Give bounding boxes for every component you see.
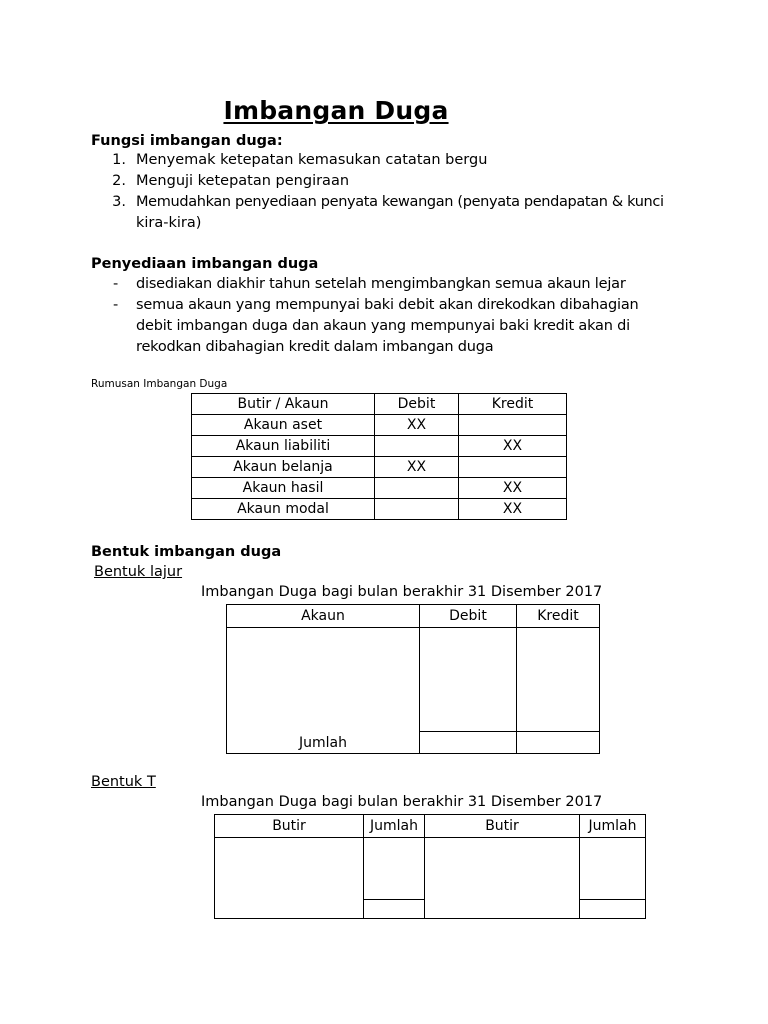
table-cell: XX [375, 457, 459, 478]
fungsi-item-1: Menyemak ketepatan kemasukan catatan bergu [136, 152, 488, 168]
fungsi-item-2: Menguji ketepatan pengiraan [136, 173, 350, 189]
column-header: Jumlah [580, 815, 646, 838]
left-jumlah-area [364, 838, 425, 900]
bentuk-t-table [214, 814, 646, 919]
table-cell [375, 478, 459, 499]
table-row [192, 499, 567, 520]
table-row [192, 457, 567, 478]
table-row [192, 415, 567, 436]
table-cell [375, 436, 459, 457]
table-cell: XX [459, 436, 567, 457]
bentuk-lajur-table [226, 604, 600, 754]
penyediaan-bullet-2-dash: - [113, 297, 119, 313]
table-cell [375, 499, 459, 520]
fungsi-item-3-number: 3. [112, 194, 126, 210]
table-cell: Akaun hasil [192, 478, 375, 499]
penyediaan-bullet-2-line-2: debit imbangan duga dan akaun yang mempunyai baki kredit akan di [136, 318, 630, 334]
column-header: Butir [425, 815, 580, 838]
fungsi-heading: Fungsi imbangan duga: [91, 133, 283, 149]
fungsi-item-3: Memudahkan penyediaan penyata kewangan (penyata pendapatan & kunci [136, 194, 664, 210]
column-header: Debit [420, 605, 517, 628]
fungsi-item-3-continuation: kira-kira) [136, 215, 202, 231]
table-row [192, 436, 567, 457]
table-cell: Akaun liabiliti [192, 436, 375, 457]
fungsi-item-2-number: 2. [112, 173, 126, 189]
table-cell [459, 415, 567, 436]
rumusan-table [191, 393, 567, 520]
penyediaan-bullet-2-line-3: rekodkan dibahagian kredit dalam imbangan duga [136, 339, 494, 355]
left-jumlah-total [364, 899, 425, 918]
column-header: Akaun [227, 605, 420, 628]
table-row [192, 478, 567, 499]
right-jumlah-area [580, 838, 646, 900]
debit-total-cell [420, 731, 517, 753]
table-cell: XX [375, 415, 459, 436]
kredit-total-cell [517, 731, 600, 753]
table-cell: Akaun belanja [192, 457, 375, 478]
table-row [215, 838, 646, 900]
right-jumlah-total [580, 899, 646, 918]
penyediaan-bullet-2-line-1: semua akaun yang mempunyai baki debit akan direkodkan dibahagian [136, 297, 639, 313]
bentuk-t-label: Bentuk T [91, 774, 156, 790]
table-cell: Akaun modal [192, 499, 375, 520]
total-label-cell [227, 628, 420, 754]
total-label: Jumlah [299, 735, 347, 751]
penyediaan-heading: Penyediaan imbangan duga [91, 256, 319, 272]
bentuk-lajur-label: Bentuk lajur [94, 564, 183, 580]
column-header: Butir / Akaun [192, 394, 375, 415]
fungsi-item-1-number: 1. [112, 152, 126, 168]
kredit-entry-area [517, 628, 600, 732]
column-header: Butir [215, 815, 364, 838]
rumusan-caption: Rumusan Imbangan Duga [91, 378, 228, 390]
table-header-row [215, 815, 646, 838]
table-header-row [227, 605, 600, 628]
table-cell: XX [459, 499, 567, 520]
penyediaan-bullet-1: disediakan diakhir tahun setelah mengimbangkan semua akaun lejar [136, 276, 626, 292]
column-header: Jumlah [364, 815, 425, 838]
table-cell [459, 457, 567, 478]
debit-entry-area [420, 628, 517, 732]
page-title: Imbangan Duga [223, 96, 449, 125]
table-header-row [192, 394, 567, 415]
bentuk-heading: Bentuk imbangan duga [91, 544, 282, 560]
column-header: Debit [375, 394, 459, 415]
column-header: Kredit [517, 605, 600, 628]
right-butir-area [425, 838, 580, 919]
column-header: Kredit [459, 394, 567, 415]
bentuk-t-caption: Imbangan Duga bagi bulan berakhir 31 Disember 2017 [201, 794, 603, 810]
table-cell: Akaun aset [192, 415, 375, 436]
table-row [227, 628, 600, 732]
left-butir-area [215, 838, 364, 919]
table-cell: XX [459, 478, 567, 499]
bentuk-lajur-caption: Imbangan Duga bagi bulan berakhir 31 Disember 2017 [201, 584, 603, 600]
penyediaan-bullet-1-dash: - [113, 276, 119, 292]
